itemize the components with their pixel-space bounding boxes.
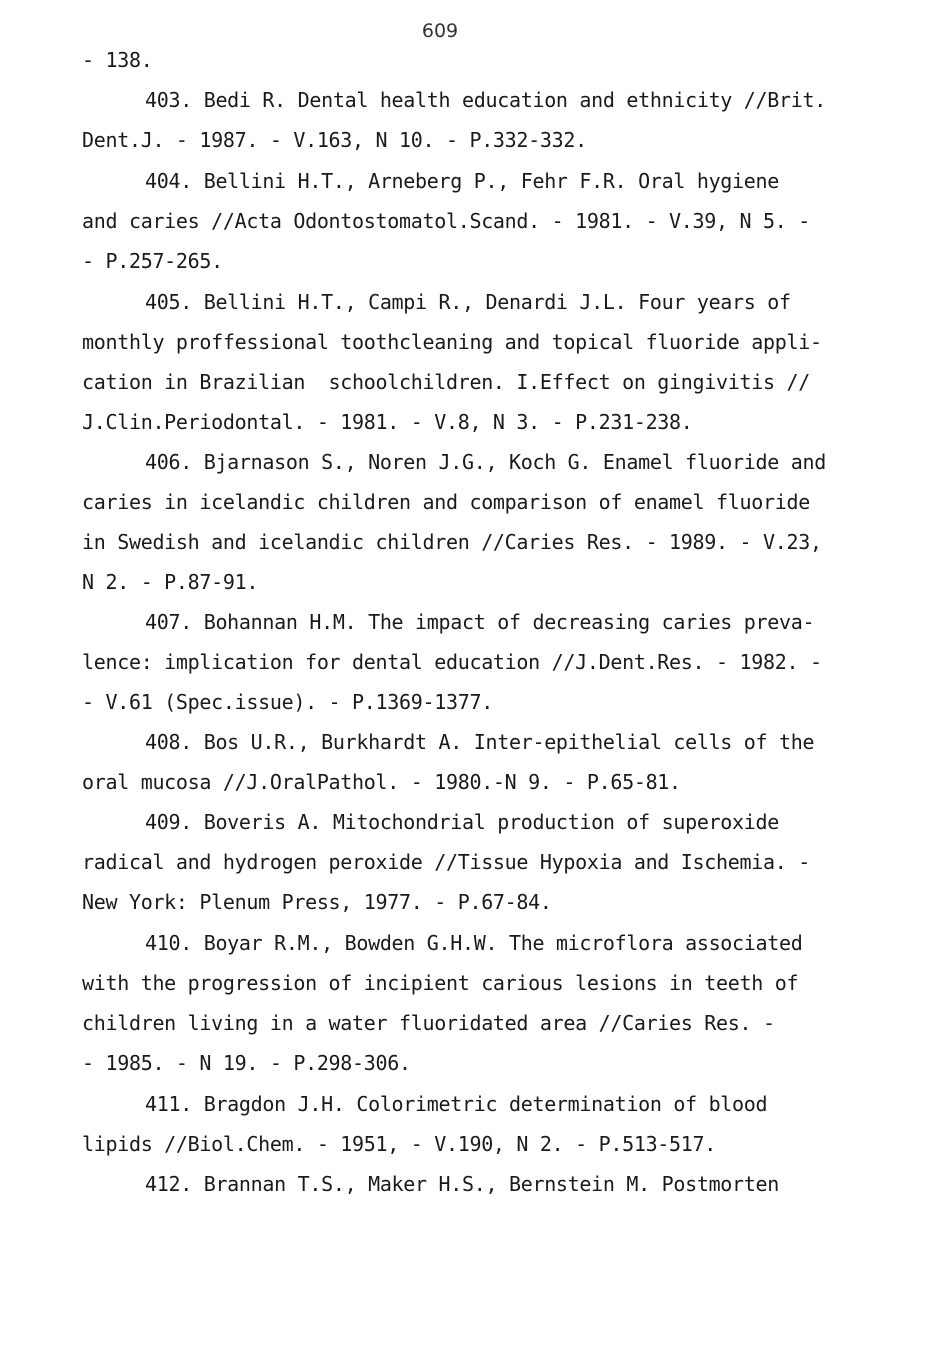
text-line: with the progression of incipient carious lesions in teeth of (82, 971, 799, 995)
text-line: New York: Plenum Press, 1977. - P.67-84. (82, 890, 552, 914)
text-line: children living in a water fluoridated area //Caries Res. - (82, 1011, 775, 1035)
text-line: 409. Boveris A. Mitochondrial production of superoxide (145, 810, 780, 834)
text-line: - 138. (82, 48, 153, 72)
text-line: 404. Bellini H.T., Arneberg P., Fehr F.R. Oral hygiene (145, 169, 780, 193)
text-line: caries in icelandic children and comparison of enamel fluoride (82, 490, 810, 514)
text-line: 407. Bohannan H.M. The impact of decreasing caries preva- (145, 610, 815, 634)
text-line: 410. Boyar R.M., Bowden G.H.W. The microflora associated (145, 931, 803, 955)
text-line: lence: implication for dental education //J.Dent.Res. - 1982. - (82, 650, 822, 674)
page-number: 609 (421, 20, 459, 42)
text-line: 405. Bellini H.T., Campi R., Denardi J.L. Four years of (145, 290, 791, 314)
text-line: lipids //Biol.Chem. - 1951, - V.190, N 2. - P.513-517. (82, 1132, 717, 1156)
text-line: - P.257-265. (82, 249, 223, 273)
text-line: 411. Bragdon J.H. Colorimetric determination of blood (145, 1092, 768, 1116)
text-line: cation in Brazilian schoolchildren. I.Effect on gingivitis // (82, 370, 810, 394)
text-line: 406. Bjarnason S., Noren J.G., Koch G. Enamel fluoride and (145, 450, 826, 474)
text-line: N 2. - P.87-91. (82, 570, 259, 594)
text-line: in Swedish and icelandic children //Caries Res. - 1989. - V.23, (82, 530, 822, 554)
text-line: monthly proffessional toothcleaning and topical fluoride appli- (82, 330, 822, 354)
text-line: Dent.J. - 1987. - V.163, N 10. - P.332-332. (82, 128, 587, 152)
text-line: radical and hydrogen peroxide //Tissue Hypoxia and Ischemia. - (82, 850, 810, 874)
text-line: J.Clin.Periodontal. - 1981. - V.8, N 3. - P.231-238. (82, 410, 693, 434)
text-line: - 1985. - N 19. - P.298-306. (82, 1051, 411, 1075)
text-line: and caries //Acta Odontostomatol.Scand. - 1981. - V.39, N 5. - (82, 209, 810, 233)
text-line: 408. Bos U.R., Burkhardt A. Inter-epithelial cells of the (145, 730, 815, 754)
text-line: 412. Brannan T.S., Maker H.S., Bernstein M. Postmorten (145, 1172, 780, 1196)
text-line: - V.61 (Spec.issue). - P.1369-1377. (82, 690, 493, 714)
text-line: 403. Bedi R. Dental health education and ethnicity //Brit. (145, 88, 826, 112)
text-line: oral mucosa //J.OralPathol. - 1980.-N 9. - P.65-81. (82, 770, 681, 794)
